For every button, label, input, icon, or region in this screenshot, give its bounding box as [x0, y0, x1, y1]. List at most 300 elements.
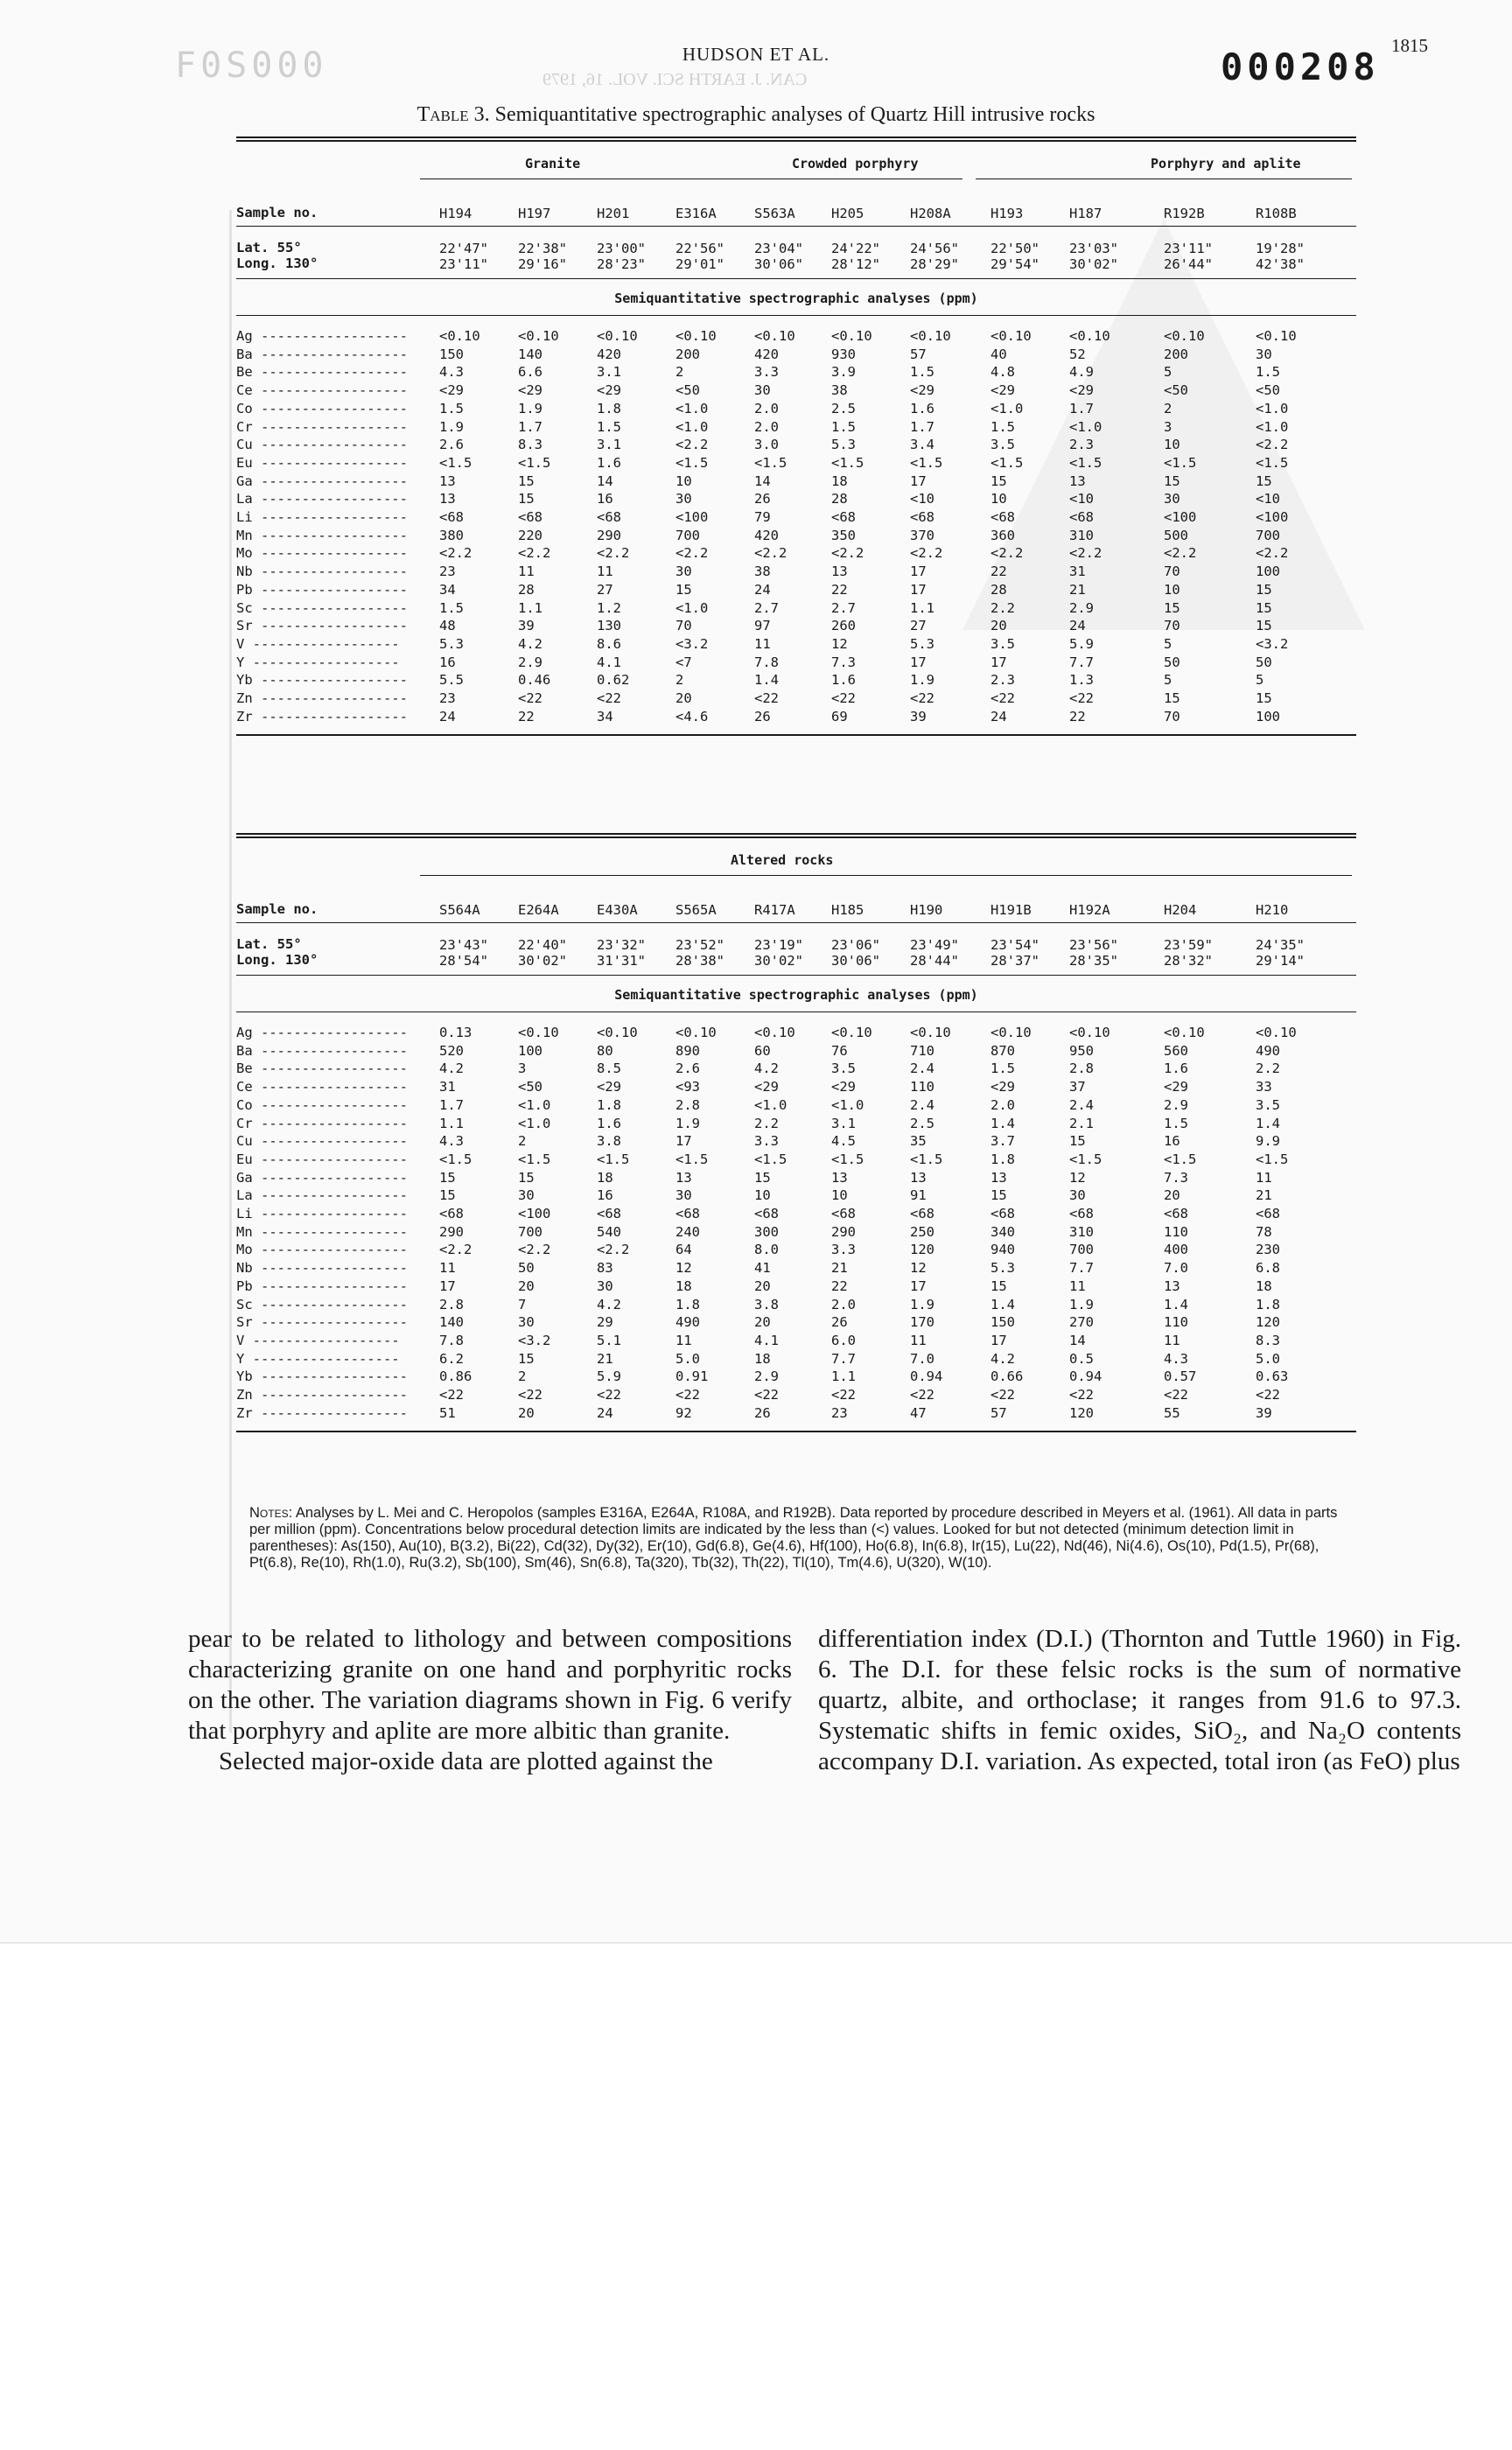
table-cell: 28 — [990, 581, 1007, 598]
table-cell: 140 — [439, 1314, 464, 1331]
table-cell: <0.10 — [676, 328, 717, 344]
table-cell: <50 — [676, 382, 700, 399]
table-cell: 3.8 — [597, 1133, 621, 1150]
table-cell: <2.2 — [676, 545, 709, 562]
table-cell: 4.2 — [597, 1296, 621, 1312]
table-cell: 220 — [518, 527, 542, 543]
table-cell: 11 — [1256, 1169, 1272, 1186]
table-cell: 230 — [1256, 1242, 1280, 1258]
latitude-value: 23'49" — [910, 937, 959, 953]
table-cell: 100 — [518, 1042, 542, 1059]
table-cell: 50 — [1164, 654, 1180, 670]
table-cell: 15 — [990, 472, 1007, 489]
table-cell: <3.2 — [676, 635, 709, 652]
table-cell: 91 — [910, 1187, 927, 1204]
body-paragraph: differentiation index (D.I.) (Thornton and Tuttle 1960) in Fig. 6. The D.I. for these felsic rocks is the sum of normative quartz, albite, and orthoclase; it ranges from 91.6 to 97.3. Systematic shifts in femic oxides, SiO₂, and Na₂O contents accompany D.I. variation. As expected, total iron (as FeO) plus — [818, 1625, 1461, 1775]
table-cell: 55 — [1164, 1404, 1180, 1421]
element-label: Ce ------------------ — [236, 1079, 408, 1096]
column-group-header: Granite — [525, 156, 581, 172]
table-cell: 1.5 — [910, 364, 934, 381]
table-cell: 1.4 — [1164, 1296, 1188, 1312]
element-label: Cr ------------------ — [236, 418, 408, 435]
table-cell: 30 — [597, 1278, 613, 1294]
table-cell: 1.6 — [597, 454, 621, 471]
table-part-2 — [236, 833, 1356, 1498]
table-cell: 310 — [1069, 1223, 1094, 1240]
table-cell: <2.2 — [1069, 545, 1102, 562]
table-cell: <3.2 — [518, 1332, 551, 1348]
table-rule — [236, 734, 1356, 736]
table-cell: 0.66 — [990, 1368, 1024, 1385]
longitude-value: 29'01" — [676, 256, 724, 272]
table-cell: 17 — [439, 1278, 456, 1294]
table-cell: <22 — [1069, 690, 1094, 706]
table-cell: <1.0 — [518, 1096, 551, 1113]
table-cell: 7.8 — [439, 1332, 464, 1348]
table-cell: 120 — [1069, 1404, 1094, 1421]
table-cell: <68 — [1256, 1206, 1280, 1222]
table-cell: <68 — [1069, 509, 1094, 525]
sample-id: H191B — [990, 902, 1032, 918]
table-cell: 8.6 — [597, 635, 621, 652]
table-cell: 4.8 — [990, 364, 1015, 381]
table-cell: 13 — [439, 491, 456, 508]
table-cell: 1.9 — [439, 418, 464, 435]
body-column-right — [818, 1624, 1461, 1777]
table-cell: <0.10 — [439, 328, 480, 344]
table-cell: 340 — [990, 1223, 1015, 1240]
table-cell: <2.2 — [990, 545, 1024, 562]
sample-id: R108B — [1256, 206, 1297, 221]
column-group-header: Porphyry and aplite — [1151, 156, 1301, 172]
table-cell: 10 — [1164, 437, 1180, 453]
table-cell: 15 — [1256, 690, 1272, 706]
table-cell: 3 — [518, 1060, 527, 1077]
table-cell: 12 — [1069, 1169, 1086, 1186]
table-cell: 3.1 — [597, 364, 621, 381]
table-cell: 3.5 — [1256, 1096, 1280, 1113]
table-cell: <1.5 — [754, 1151, 788, 1167]
sample-id: S564A — [439, 902, 480, 918]
table-cell: <29 — [597, 382, 621, 399]
table-cell: 21 — [1069, 581, 1086, 598]
table-cell: 29 — [597, 1314, 613, 1331]
table-cell: 17 — [990, 1332, 1007, 1348]
table-cell: 2.2 — [990, 599, 1015, 616]
table-cell: 5 — [1164, 364, 1172, 381]
table-cell: 69 — [831, 708, 848, 724]
table-cell: <7 — [676, 654, 692, 670]
body-paragraph: pear to be related to lithology and between compositions characterizing granite on one hand and porphyritic rocks on the other. The variation diagrams shown in Fig. 6 verify that porphyry and aplite are more albitic than granite. — [188, 1625, 792, 1745]
longitude-value: 29'16" — [518, 256, 567, 272]
table-cell: 48 — [439, 618, 456, 634]
sample-id: R417A — [754, 902, 795, 918]
table-cell: 420 — [754, 346, 779, 362]
element-label: Y ------------------ — [236, 654, 400, 670]
element-label: La ------------------ — [236, 1187, 408, 1204]
table-cell: 21 — [597, 1350, 613, 1367]
table-cell: 22 — [831, 1278, 848, 1294]
latitude-value: 23'04" — [754, 241, 803, 256]
table-cell: 2.7 — [754, 599, 779, 616]
table-cell: 30 — [1164, 491, 1180, 508]
table-cell: <1.5 — [1256, 454, 1289, 471]
element-label: Eu ------------------ — [236, 1151, 408, 1167]
table-cell: <68 — [597, 1206, 621, 1222]
table-cell: 260 — [831, 618, 856, 634]
table-cell: 0.63 — [1256, 1368, 1289, 1385]
table-cell: <22 — [597, 1387, 621, 1403]
sample-number-label: Sample no. — [236, 901, 318, 917]
table-cell: 11 — [676, 1332, 692, 1348]
table-cell: 76 — [831, 1042, 848, 1059]
table-cell: 30 — [518, 1314, 535, 1331]
latitude-value: 22'40" — [518, 937, 567, 953]
table-notes — [249, 1505, 1359, 1572]
element-label: Cu ------------------ — [236, 1133, 408, 1150]
table-cell: 1.4 — [990, 1296, 1015, 1312]
table-cell: 34 — [439, 581, 456, 598]
table-cell: 1.6 — [1164, 1060, 1188, 1077]
table-cell: 1.4 — [1256, 1115, 1280, 1131]
table-cell: <68 — [990, 509, 1015, 525]
table-cell: 28 — [518, 581, 535, 598]
table-cell: 30 — [676, 564, 692, 580]
table-cell: <68 — [990, 1206, 1015, 1222]
table-cell: 70 — [1164, 708, 1180, 724]
table-cell: 3.5 — [990, 437, 1015, 453]
table-cell: 0.57 — [1164, 1368, 1197, 1385]
table-cell: 11 — [910, 1332, 927, 1348]
latitude-value: 23'19" — [754, 937, 803, 953]
running-head: HUDSON ET AL. — [682, 44, 830, 65]
table-cell: 700 — [1069, 1242, 1094, 1258]
table-cell: 1.5 — [439, 400, 464, 416]
table-cell: 1.9 — [910, 672, 934, 689]
table-cell: <50 — [518, 1079, 542, 1096]
table-cell: 150 — [439, 346, 464, 362]
table-cell: <2.2 — [1164, 545, 1197, 562]
table-cell: 5 — [1256, 672, 1264, 689]
element-label: Ba ------------------ — [236, 346, 408, 362]
table-cell: <2.2 — [754, 545, 788, 562]
table-cell: 70 — [676, 618, 692, 634]
table-cell: <1.0 — [676, 418, 709, 435]
table-cell: <100 — [676, 509, 709, 525]
element-label: Pb ------------------ — [236, 581, 408, 598]
table-cell: 7.3 — [1164, 1169, 1188, 1186]
table-cell: 37 — [1069, 1079, 1086, 1096]
table-cell: 26 — [754, 708, 771, 724]
table-cell: 700 — [1256, 527, 1280, 543]
table-rule — [236, 922, 1356, 923]
element-label: Li ------------------ — [236, 1206, 408, 1222]
table-cell: <1.5 — [1069, 454, 1102, 471]
sample-id: E430A — [597, 902, 638, 918]
table-cell: <29 — [831, 1079, 856, 1096]
table-cell: 2.6 — [676, 1060, 700, 1077]
table-cell: <68 — [1069, 1206, 1094, 1222]
longitude-value: 30'02" — [1069, 256, 1118, 272]
table-cell: 21 — [831, 1260, 848, 1277]
table-cell: 1.8 — [990, 1151, 1015, 1167]
table-cell: 490 — [1256, 1042, 1280, 1059]
sample-id: H208A — [910, 206, 951, 221]
table-cell: <68 — [439, 509, 464, 525]
table-cell: 2.4 — [1069, 1096, 1094, 1113]
latitude-label: Lat. 55° — [236, 240, 302, 256]
table-cell: 2.9 — [754, 1368, 779, 1385]
table-cell: 490 — [676, 1314, 700, 1331]
latitude-value: 23'06" — [831, 937, 880, 953]
table-cell: 41 — [754, 1260, 771, 1277]
sample-id: H197 — [518, 206, 551, 221]
longitude-value: 28'29" — [910, 256, 959, 272]
table-cell: 420 — [597, 346, 621, 362]
table-cell: 11 — [1164, 1332, 1180, 1348]
element-label: Zr ------------------ — [236, 1404, 408, 1421]
table-cell: <29 — [518, 382, 542, 399]
table-cell: 1.9 — [676, 1115, 700, 1131]
table-cell: 70 — [1164, 618, 1180, 634]
table-cell: <0.10 — [1164, 1025, 1205, 1040]
table-cell: <68 — [518, 509, 542, 525]
element-label: Co ------------------ — [236, 1096, 408, 1113]
table-cell: 20 — [518, 1278, 535, 1294]
latitude-value: 24'56" — [910, 241, 959, 256]
table-cell: 26 — [831, 1314, 848, 1331]
element-label: Mn ------------------ — [236, 527, 408, 543]
table-cell: 940 — [990, 1242, 1015, 1258]
table-cell: 380 — [439, 527, 464, 543]
table-cell: 27 — [910, 618, 927, 634]
table-cell: 18 — [1256, 1278, 1272, 1294]
table-cell: 5.3 — [990, 1260, 1015, 1277]
element-label: Nb ------------------ — [236, 1260, 408, 1277]
table-cell: 200 — [1164, 346, 1188, 362]
sample-id: H210 — [1256, 902, 1289, 918]
table-cell: <68 — [910, 509, 934, 525]
element-label: Ag ------------------ — [236, 328, 408, 344]
table-cell: 270 — [1069, 1314, 1094, 1331]
longitude-value: 28'23" — [597, 256, 646, 272]
table-cell: <22 — [831, 690, 856, 706]
table-cell: 0.94 — [910, 1368, 943, 1385]
element-label: V ------------------ — [236, 635, 400, 652]
table-cell: 360 — [990, 527, 1015, 543]
table-cell: 300 — [754, 1223, 779, 1240]
table-cell: <29 — [439, 382, 464, 399]
table-cell: 2 — [1164, 400, 1172, 416]
table-cell: 8.3 — [1256, 1332, 1280, 1348]
table-cell: 890 — [676, 1042, 700, 1059]
table-cell: 83 — [597, 1260, 613, 1277]
table-cell: 11 — [597, 564, 613, 580]
table-cell: 1.5 — [831, 418, 856, 435]
element-label: Sc ------------------ — [236, 599, 408, 616]
table-cell: 4.5 — [831, 1133, 856, 1150]
table-cell: 7.7 — [831, 1350, 856, 1367]
element-label: Mo ------------------ — [236, 545, 408, 562]
table-cell: 3.8 — [754, 1296, 779, 1312]
table-cell: 5.9 — [597, 1368, 621, 1385]
table-cell: 15 — [518, 1169, 535, 1186]
longitude-label: Long. 130° — [236, 256, 318, 271]
table-cell: 17 — [910, 1278, 927, 1294]
latitude-value: 23'11" — [1164, 241, 1213, 256]
longitude-value: 28'44" — [910, 953, 959, 969]
table-cell: 1.9 — [1069, 1296, 1094, 1312]
longitude-value: 29'14" — [1256, 953, 1305, 969]
table-cell: 7.7 — [1069, 1260, 1094, 1277]
mirrored-stamp: F0S000 — [175, 46, 328, 86]
element-label: Zn ------------------ — [236, 1387, 408, 1403]
table-cell: <29 — [910, 382, 934, 399]
table-cell: 0.13 — [439, 1025, 472, 1040]
table-cell: 2.9 — [1069, 599, 1094, 616]
table-cell: 2.3 — [1069, 437, 1094, 453]
table-cell: 2.2 — [1256, 1060, 1280, 1077]
table-cell: 100 — [1256, 564, 1280, 580]
table-cell: <2.2 — [831, 545, 864, 562]
longitude-value: 28'32" — [1164, 953, 1213, 969]
page-number: 1815 — [1391, 35, 1428, 56]
table-caption-label: Table 3. — [416, 103, 490, 126]
longitude-value: 28'12" — [831, 256, 880, 272]
table-cell: 30 — [754, 382, 771, 399]
table-cell: 97 — [754, 618, 771, 634]
table-cell: <100 — [1164, 509, 1197, 525]
element-label: Cr ------------------ — [236, 1115, 408, 1131]
table-cell: 38 — [754, 564, 771, 580]
table-cell: 15 — [1164, 599, 1180, 616]
element-label: Ag ------------------ — [236, 1025, 408, 1040]
group-underline — [739, 178, 962, 179]
sample-id: H193 — [990, 206, 1024, 221]
table-cell: <2.2 — [910, 545, 943, 562]
table-cell: 64 — [676, 1242, 692, 1258]
sample-id: H204 — [1164, 902, 1197, 918]
latitude-value: 23'59" — [1164, 937, 1213, 953]
table-cell: <1.5 — [518, 454, 551, 471]
table-cell: 70 — [1164, 564, 1180, 580]
table-cell: 3.7 — [990, 1133, 1015, 1150]
table-cell: 2.2 — [754, 1115, 779, 1131]
table-rule — [236, 140, 1356, 142]
table-cell: 1.7 — [1069, 400, 1094, 416]
table-cell: <22 — [1256, 1387, 1280, 1403]
sample-id: H194 — [439, 206, 472, 221]
table-cell: <1.0 — [1256, 400, 1289, 416]
table-cell: 11 — [754, 635, 771, 652]
table-cell: 18 — [597, 1169, 613, 1186]
table-cell: 1.6 — [831, 672, 856, 689]
table-cell: 30 — [518, 1187, 535, 1204]
group-underline — [420, 875, 1352, 876]
table-cell: 35 — [910, 1133, 927, 1150]
table-cell: 5 — [1164, 635, 1172, 652]
sample-id: H201 — [597, 206, 630, 221]
table-cell: 27 — [597, 581, 613, 598]
table-cell: 1.7 — [910, 418, 934, 435]
table-cell: <29 — [1164, 1079, 1188, 1096]
element-label: Sr ------------------ — [236, 1314, 408, 1331]
table-cell: 4.9 — [1069, 364, 1094, 381]
table-cell: 24 — [439, 708, 456, 724]
element-label: Sc ------------------ — [236, 1296, 408, 1312]
table-cell: 100 — [1256, 708, 1280, 724]
table-cell: 10 — [1164, 581, 1180, 598]
table-cell: 8.3 — [518, 437, 542, 453]
table-cell: 50 — [518, 1260, 535, 1277]
table-cell: 2.8 — [1069, 1060, 1094, 1077]
table-cell: <2.2 — [518, 1242, 551, 1258]
table-rule — [236, 975, 1356, 976]
longitude-value: 42'38" — [1256, 256, 1305, 272]
table-cell: 26 — [754, 491, 771, 508]
table-cell: <22 — [990, 690, 1015, 706]
table-cell: 15 — [518, 1350, 535, 1367]
table-cell: 15 — [439, 1187, 456, 1204]
table-cell: 1.7 — [439, 1096, 464, 1113]
sample-id: H185 — [831, 902, 864, 918]
table-cell: <1.5 — [1164, 1151, 1197, 1167]
table-cell: 20 — [518, 1404, 535, 1421]
table-cell: 23 — [439, 690, 456, 706]
table-cell: 0.62 — [597, 672, 630, 689]
table-cell: 17 — [676, 1133, 692, 1150]
table-cell: 9.9 — [1256, 1133, 1280, 1150]
table-cell: 1.1 — [439, 1115, 464, 1131]
longitude-value: 29'54" — [990, 256, 1040, 272]
element-label: Sr ------------------ — [236, 618, 408, 634]
table-cell: 16 — [597, 491, 613, 508]
table-cell: 540 — [597, 1223, 621, 1240]
table-cell: <22 — [597, 690, 621, 706]
table-rule — [236, 833, 1356, 835]
longitude-value: 23'11" — [439, 256, 488, 272]
table-cell: <29 — [597, 1079, 621, 1096]
element-label: Zr ------------------ — [236, 708, 408, 724]
table-cell: 15 — [990, 1278, 1007, 1294]
table-cell: <0.10 — [754, 328, 795, 344]
table-cell: 7.0 — [1164, 1260, 1188, 1277]
table-cell: <1.5 — [439, 1151, 472, 1167]
table-cell: <10 — [910, 491, 934, 508]
element-label: Ce ------------------ — [236, 382, 408, 399]
table-cell: 4.3 — [1164, 1350, 1188, 1367]
table-cell: 24 — [990, 708, 1007, 724]
table-cell: 2.9 — [518, 654, 542, 670]
table-cell: 16 — [597, 1187, 613, 1204]
table-cell: <22 — [831, 1387, 856, 1403]
table-cell: <10 — [1256, 491, 1280, 508]
table-cell: 4.2 — [518, 635, 542, 652]
table-cell: 10 — [676, 472, 692, 489]
table-cell: 700 — [518, 1223, 542, 1240]
table-cell: 110 — [910, 1079, 934, 1096]
table-cell: 23 — [831, 1404, 848, 1421]
table-rule — [236, 136, 1356, 138]
element-label: V ------------------ — [236, 1332, 400, 1348]
table-cell: 7.7 — [1069, 654, 1094, 670]
table-cell: 20 — [754, 1278, 771, 1294]
table-cell: 8.5 — [597, 1060, 621, 1077]
table-cell: <0.10 — [910, 1025, 951, 1040]
table-cell: 14 — [754, 472, 771, 489]
latitude-value: 23'43" — [439, 937, 488, 953]
table-cell: <0.10 — [910, 328, 951, 344]
